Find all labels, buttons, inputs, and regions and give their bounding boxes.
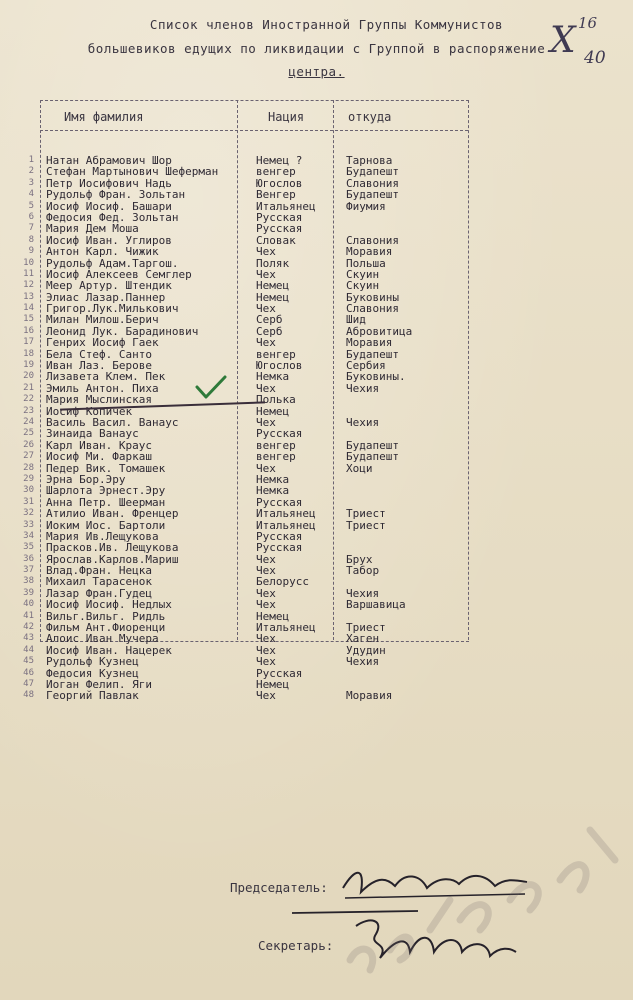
row-number: 34 bbox=[23, 530, 34, 541]
member-origin: Чехия bbox=[346, 586, 380, 600]
member-name: Иоган Фелип. Яги bbox=[46, 677, 152, 691]
member-name: Лизавета Клем. Пек bbox=[46, 370, 166, 384]
row-number: 12 bbox=[23, 280, 34, 291]
member-nation: Немка bbox=[256, 484, 290, 498]
member-nation: Чех bbox=[256, 586, 276, 600]
member-name: Милан Милош.Берич bbox=[46, 313, 159, 327]
row-number: 2 bbox=[28, 166, 34, 177]
member-name: Рудольф Кузнец bbox=[46, 655, 139, 669]
member-origin: Триест bbox=[346, 518, 386, 532]
member-origin: Славония bbox=[346, 176, 399, 190]
member-nation: Немка bbox=[256, 370, 290, 384]
member-origin: Польша bbox=[346, 256, 386, 270]
row-number: 5 bbox=[28, 200, 34, 211]
member-name: Генрих Иосиф Гаек bbox=[46, 336, 159, 350]
member-nation: Немец bbox=[256, 677, 290, 691]
member-name: Эрна Бор.Эру bbox=[46, 472, 126, 486]
member-nation: Итальянец bbox=[256, 507, 316, 521]
member-name: Зинаида Ванаус bbox=[46, 427, 139, 441]
row-number: 35 bbox=[23, 542, 34, 553]
header-nation: Нация bbox=[268, 110, 305, 124]
member-name: Атилио Иван. Френцер bbox=[46, 507, 179, 521]
member-name: Педер Вик. Томашек bbox=[46, 461, 166, 475]
row-number: 42 bbox=[23, 622, 34, 633]
row-number: 41 bbox=[23, 610, 34, 621]
row-number: 29 bbox=[23, 473, 34, 484]
row-number: 16 bbox=[23, 325, 34, 336]
row-number: 10 bbox=[23, 257, 34, 268]
member-name: Антон Карл. Чижик bbox=[46, 245, 159, 259]
member-name: Леонид Лук. Барадинович bbox=[46, 324, 199, 338]
row-number: 9 bbox=[28, 246, 34, 257]
member-name: Меер Артур. Штендик bbox=[46, 279, 172, 293]
member-name: Анна Петр. Шеерман bbox=[46, 495, 166, 509]
member-nation: Словак bbox=[256, 233, 296, 247]
member-name: Натан Абрамович Шор bbox=[46, 154, 172, 167]
row-number: 40 bbox=[23, 599, 34, 610]
member-name: Иосиф Ми. Фаркаш bbox=[46, 450, 152, 464]
row-number: 20 bbox=[23, 371, 34, 382]
member-nation: Чех bbox=[256, 552, 276, 566]
member-nation: Чех bbox=[256, 564, 276, 578]
secretary-label: Секретарь: bbox=[258, 938, 334, 953]
row-number: 24 bbox=[23, 416, 34, 427]
member-name: Петр Иосифович Надь bbox=[46, 176, 172, 190]
table-row bbox=[0, 599, 633, 610]
member-nation: Чех bbox=[256, 632, 276, 646]
row-number: 21 bbox=[23, 382, 34, 393]
table-row bbox=[0, 485, 633, 496]
watermark-stamp bbox=[330, 800, 630, 990]
member-nation: венгер bbox=[256, 347, 296, 361]
member-origin: Будапешт bbox=[346, 188, 399, 202]
corner-mark: Х bbox=[550, 20, 576, 61]
member-name: Алоис Иван Мучера bbox=[46, 632, 159, 646]
member-nation: Чех bbox=[256, 598, 276, 612]
member-nation: Немец bbox=[256, 609, 290, 623]
member-nation: Поляк bbox=[256, 256, 290, 270]
row-number: 23 bbox=[23, 405, 34, 416]
member-origin: Моравия bbox=[346, 336, 393, 350]
member-origin: Чехия bbox=[346, 415, 380, 429]
member-name: Прасков.Ив. Лещукова bbox=[46, 541, 179, 555]
member-name: Мария Мыслинская bbox=[46, 393, 152, 407]
row-number: 22 bbox=[23, 394, 34, 405]
member-name: Иосиф Иван. Нацерек bbox=[46, 643, 172, 657]
member-name: Федосия Фед. Зольтан bbox=[46, 210, 179, 224]
header-from: откуда bbox=[348, 110, 392, 124]
member-nation: Югослов bbox=[256, 176, 303, 190]
table-row bbox=[0, 656, 633, 667]
row-number: 14 bbox=[23, 303, 34, 314]
member-nation: Немец bbox=[256, 404, 290, 418]
member-name: Эмиль Антон. Пиха bbox=[46, 381, 159, 395]
member-nation: Чех bbox=[256, 336, 276, 350]
member-nation: Чех bbox=[256, 655, 276, 669]
member-nation: Немец bbox=[256, 279, 290, 293]
member-nation: Чех bbox=[256, 689, 276, 703]
corner-number-bottom: 40 bbox=[584, 48, 606, 68]
row-number: 32 bbox=[23, 508, 34, 519]
member-nation: Русская bbox=[256, 495, 303, 509]
member-origin: Будапешт bbox=[346, 165, 399, 179]
member-name: Михаил Тарасенок bbox=[46, 575, 152, 589]
member-nation: Немец bbox=[256, 290, 290, 304]
member-name: Федосия Кузнец bbox=[46, 666, 139, 680]
member-name: Вильг.Вильг. Ридль bbox=[46, 609, 166, 623]
member-nation: Белорусс bbox=[256, 575, 309, 589]
member-name: Иосиф Иосиф. Недлых bbox=[46, 598, 172, 612]
member-nation: Немец ? bbox=[256, 154, 303, 167]
member-origin: Скуин bbox=[346, 279, 380, 293]
member-name: Рудольф Адам.Таргош. bbox=[46, 256, 179, 270]
row-number: 38 bbox=[23, 576, 34, 587]
member-origin: Моравия bbox=[346, 245, 393, 259]
row-number: 13 bbox=[23, 291, 34, 302]
member-origin: Чехия bbox=[346, 381, 380, 395]
member-nation: венгер bbox=[256, 438, 296, 452]
row-number: 28 bbox=[23, 462, 34, 473]
table-row bbox=[0, 246, 633, 257]
member-nation: Русская bbox=[256, 222, 303, 236]
member-origin: Абровитица bbox=[346, 324, 413, 338]
row-number: 33 bbox=[23, 519, 34, 530]
row-number: 19 bbox=[23, 360, 34, 371]
row-number: 39 bbox=[23, 587, 34, 598]
table-row bbox=[0, 451, 633, 462]
row-number: 6 bbox=[28, 211, 34, 222]
member-origin: Хаген bbox=[346, 632, 380, 646]
member-origin: Будапешт bbox=[346, 438, 399, 452]
member-origin: Варшавица bbox=[346, 598, 406, 612]
member-origin: Будапешт bbox=[346, 347, 399, 361]
member-nation: Итальянец bbox=[256, 518, 316, 532]
row-number: 47 bbox=[23, 678, 34, 689]
title-line-3: центра. bbox=[288, 64, 345, 79]
member-nation: Итальянец bbox=[256, 621, 316, 635]
member-origin: Будапешт bbox=[346, 450, 399, 464]
row-number: 30 bbox=[23, 485, 34, 496]
member-nation: Чех bbox=[256, 415, 276, 429]
member-nation: Чех bbox=[256, 381, 276, 395]
member-name: Стефан Мартынович Шеферман bbox=[46, 165, 219, 179]
title-line-2: большевиков едущих по ликвидации с Группой в распоряжение bbox=[87, 41, 546, 56]
member-nation: Русская bbox=[256, 427, 303, 441]
member-nation: венгер bbox=[256, 450, 296, 464]
member-name: Георгий Павлак bbox=[46, 689, 139, 703]
member-name: Иосиф Иван. Углиров bbox=[46, 233, 172, 247]
member-nation: Русская bbox=[256, 541, 303, 555]
member-nation: Русская bbox=[256, 529, 303, 543]
member-name: Рудольф Фран. Зольтан bbox=[46, 188, 186, 202]
row-number: 27 bbox=[23, 451, 34, 462]
row-number: 37 bbox=[23, 565, 34, 576]
member-origin: Сербия bbox=[346, 359, 386, 373]
member-origin: Буковины. bbox=[346, 370, 406, 384]
row-number: 43 bbox=[23, 633, 34, 644]
row-number: 45 bbox=[23, 656, 34, 667]
member-origin: Моравия bbox=[346, 689, 393, 703]
member-nation: Чех bbox=[256, 643, 276, 657]
member-name: Ярослав.Карлов.Мариш bbox=[46, 552, 179, 566]
member-name: Иосиф Иосиф. Башари bbox=[46, 199, 172, 213]
row-number: 26 bbox=[23, 439, 34, 450]
chairman-label: Председатель: bbox=[230, 880, 328, 895]
header-divider bbox=[40, 130, 468, 131]
member-name: Бела Стеф. Санто bbox=[46, 347, 152, 361]
member-origin: Триест bbox=[346, 621, 386, 635]
member-origin: Табор bbox=[346, 564, 380, 578]
member-name: Григор.Лук.Милькович bbox=[46, 302, 179, 316]
member-origin: Удудин bbox=[346, 643, 386, 657]
row-number: 11 bbox=[23, 268, 34, 279]
table-row bbox=[0, 394, 633, 405]
title-line-1: Список членов Иностранной Группы Коммунистов bbox=[149, 17, 504, 32]
member-nation: Венгер bbox=[256, 188, 296, 202]
archive-corner-note bbox=[550, 14, 620, 74]
member-origin: Скуин bbox=[346, 267, 380, 281]
row-number: 15 bbox=[23, 314, 34, 325]
row-number: 1 bbox=[28, 155, 34, 165]
members-list bbox=[0, 155, 633, 702]
member-nation: венгер bbox=[256, 165, 296, 179]
member-nation: Чех bbox=[256, 245, 276, 259]
table-row bbox=[0, 508, 633, 519]
member-name: Элиас Лазар.Паннер bbox=[46, 290, 166, 304]
member-origin: Тарнова bbox=[346, 154, 393, 167]
row-number: 31 bbox=[23, 496, 34, 507]
member-origin: Шид bbox=[346, 313, 366, 327]
member-origin: Хоци bbox=[346, 461, 373, 475]
header-name: Имя фамилия bbox=[64, 110, 144, 124]
row-number: 8 bbox=[28, 234, 34, 245]
row-number: 44 bbox=[23, 644, 34, 655]
row-number: 4 bbox=[28, 189, 34, 200]
member-nation: Итальянец bbox=[256, 199, 316, 213]
member-nation: Чех bbox=[256, 461, 276, 475]
row-number: 36 bbox=[23, 553, 34, 564]
row-number: 3 bbox=[28, 177, 34, 188]
member-nation: Русская bbox=[256, 210, 303, 224]
table-row bbox=[0, 690, 633, 701]
row-number: 7 bbox=[28, 223, 34, 234]
member-nation: Югослов bbox=[256, 359, 303, 373]
row-number: 48 bbox=[23, 690, 34, 701]
member-origin: Буковины bbox=[346, 290, 399, 304]
member-origin: Триест bbox=[346, 507, 386, 521]
member-nation: Серб bbox=[256, 324, 283, 338]
member-name: Фильм Ант.Фиоренци bbox=[46, 621, 166, 635]
table-row bbox=[0, 280, 633, 291]
member-name: Мария Ив.Лещукова bbox=[46, 529, 159, 543]
row-number: 18 bbox=[23, 348, 34, 359]
member-nation: Русская bbox=[256, 666, 303, 680]
member-name: Иосиф Алексеев Семглер bbox=[46, 267, 192, 281]
member-name: Карл Иван. Краус bbox=[46, 438, 152, 452]
row-number: 46 bbox=[23, 667, 34, 678]
member-origin: Брух bbox=[346, 552, 373, 566]
member-name: Влад.Фран. Нецка bbox=[46, 564, 152, 578]
member-origin: Фиумия bbox=[346, 199, 386, 213]
checkmark-icon bbox=[194, 373, 228, 403]
table-row bbox=[0, 337, 633, 348]
member-name: Иоким Иос. Бартоли bbox=[46, 518, 166, 532]
member-name: Иосиф Копичек bbox=[46, 404, 133, 418]
member-origin: Чехия bbox=[346, 655, 380, 669]
member-origin: Славония bbox=[346, 233, 399, 247]
member-name: Лазар Фран.Гудец bbox=[46, 586, 152, 600]
member-nation: Полька bbox=[256, 393, 296, 407]
table-row bbox=[0, 189, 633, 200]
member-name: Мария Дем Моша bbox=[46, 222, 139, 236]
member-nation: Чех bbox=[256, 302, 276, 316]
table-row bbox=[0, 542, 633, 553]
row-number: 17 bbox=[23, 337, 34, 348]
member-nation: Чех bbox=[256, 267, 276, 281]
row-number: 25 bbox=[23, 428, 34, 439]
member-nation: Немка bbox=[256, 472, 290, 486]
member-origin: Славония bbox=[346, 302, 399, 316]
member-nation: Серб bbox=[256, 313, 283, 327]
member-name: Шарлота Эрнест.Эру bbox=[46, 484, 166, 498]
member-name: Иван Лаз. Берове bbox=[46, 359, 152, 373]
corner-number-top: 16 bbox=[578, 14, 598, 32]
member-name: Василь Васил. Ванаус bbox=[46, 415, 179, 429]
